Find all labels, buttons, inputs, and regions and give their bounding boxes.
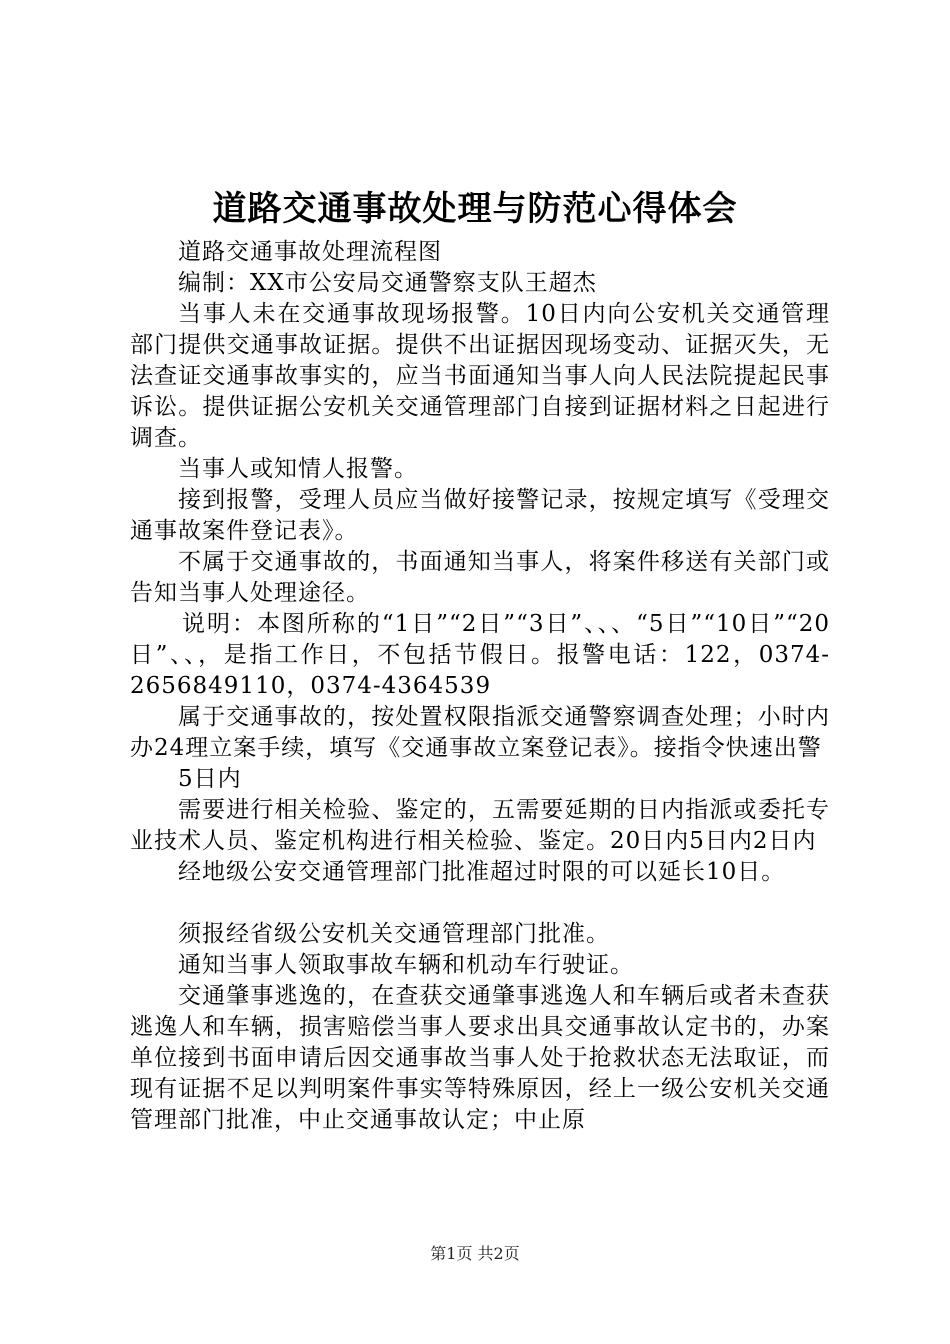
paragraph-explanation: 说明：本图所称的“1日”“2日”“3日”、、、“5日”“10日”“20日”、、，是指工作日，不包括节假日。报警电话：122，0374-2656849110，0374-4364539	[130, 611, 830, 699]
paragraph-author: 编制：XX市公安局交通警察支队王超杰	[178, 270, 597, 296]
paragraph-vehicle-return: 通知当事人领取事故车辆和机动车行驶证。	[178, 952, 634, 978]
paragraph-flowchart-title: 道路交通事故处理流程图	[178, 239, 442, 265]
document-body	[130, 237, 830, 1136]
page-footer: 第1页 共2页	[430, 1244, 520, 1263]
paragraph-provincial-approval: 须报经省级公安机关交通管理部门批准。	[178, 921, 610, 947]
paragraph-five-days: 5日内	[178, 766, 242, 792]
paragraph-report: 当事人或知情人报警。	[178, 456, 418, 482]
paragraph-receive-report: 接到报警，受理人员应当做好接警记录，按规定填写《受理交通事故案件登记表》。	[130, 487, 830, 544]
paragraph-is-accident: 属于交通事故的，按处置权限指派交通警察调查处理；小时内办24理立案手续，填写《交通事故立案登记表》。接指令快速出警	[130, 704, 830, 761]
paragraph-hit-and-run: 交通肇事逃逸的，在查获交通肇事逃逸人和车辆后或者未查获逃逸人和车辆，损害赔偿当事人要求出具交通事故认定书的，办案单位接到书面申请后因交通事故当事人处于抢救状态无法取证，而现有证据不足以判明案件事实等特殊原因，经上一级公安机关交通管理部门批准，中止交通事故认定；中止原	[130, 983, 830, 1133]
paragraph-inspection: 需要进行相关检验、鉴定的，五需要延期的日内指派或委托专业技术人员、鉴定机构进行相关检验、鉴定。20日内5日内2日内	[130, 797, 830, 854]
paragraph-no-report: 当事人未在交通事故现场报警。10日内向公安机关交通管理部门提供交通事故证据。提供不出证据因现场变动、证据灭失，无法查证交通事故事实的，应当书面通知当事人向人民法院提起民事诉讼。提供证据公安机关交通管理部门自接到证据材料之日起进行调查。	[130, 301, 830, 451]
document-title: 道路交通事故处理与防范心得体会	[212, 189, 738, 229]
blank-line	[130, 888, 830, 919]
paragraph-not-accident: 不属于交通事故的，书面通知当事人，将案件移送有关部门或告知当事人处理途径。	[130, 549, 830, 606]
paragraph-extension: 经地级公安交通管理部门批准超过时限的可以延长10日。	[178, 859, 786, 885]
